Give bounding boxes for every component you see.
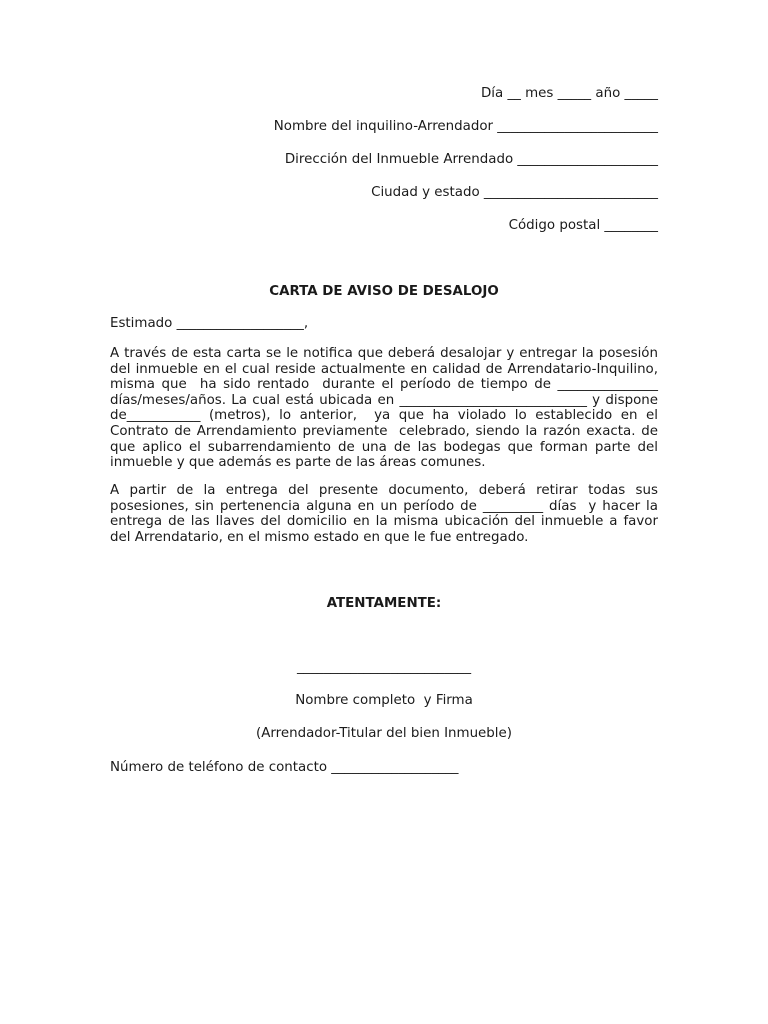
notice-paragraph bbox=[110, 346, 663, 471]
notice-paragraph-text: A través de esta carta se le notifica que deberá desalojar y entregar la posesión del inmueble en el cual reside actualmente en calidad de Arrendatario-Inquilino, misma que ha sido rentado durante el período de tiempo de _______________ días/meses/años. La cual está ubicada en ____________________________ y dispone de___________ (metros), lo anterior, ya que ha violado lo establecido en el Contrato de Arrendamiento previamente celebrado, siendo la razón exacta. de que aplico el subarrendamiento de una de las bodegas que forman parte del inmueble y que además es parte de las áreas comunes. bbox=[110, 346, 663, 471]
phone-line: Número de teléfono de contacto ___________________ bbox=[110, 760, 459, 775]
tenant-name-line: Nombre del inquilino-Arrendador ________________________ bbox=[273, 119, 658, 134]
city-state-line: Ciudad y estado __________________________ bbox=[371, 185, 658, 200]
signature-name-label: Nombre completo y Firma bbox=[295, 693, 473, 708]
postal-code-line: Código postal ________ bbox=[508, 218, 658, 233]
greeting-line: Estimado ___________________, bbox=[110, 316, 309, 331]
date-line: Día __ mes _____ año _____ bbox=[480, 86, 658, 101]
instructions-paragraph-text: A partir de la entrega del presente documento, deberá retirar todas sus posesiones, sin pertenencia alguna en un período de _________ días y hacer la entrega de las llaves del domicilio en la misma ubicación del inmueble a favor del Arrendatario, en el mismo estado en que le fue entregado. bbox=[110, 483, 663, 545]
property-address-line: Dirección del Inmueble Arrendado _____________________ bbox=[284, 152, 658, 167]
signature-role-label: (Arrendador-Titular del bien Inmueble) bbox=[256, 726, 512, 741]
instructions-paragraph bbox=[110, 483, 663, 545]
signature-line: __________________________ bbox=[296, 660, 472, 675]
document-title: CARTA DE AVISO DE DESALOJO bbox=[269, 284, 499, 299]
closing-text: ATENTAMENTE: bbox=[326, 596, 442, 611]
